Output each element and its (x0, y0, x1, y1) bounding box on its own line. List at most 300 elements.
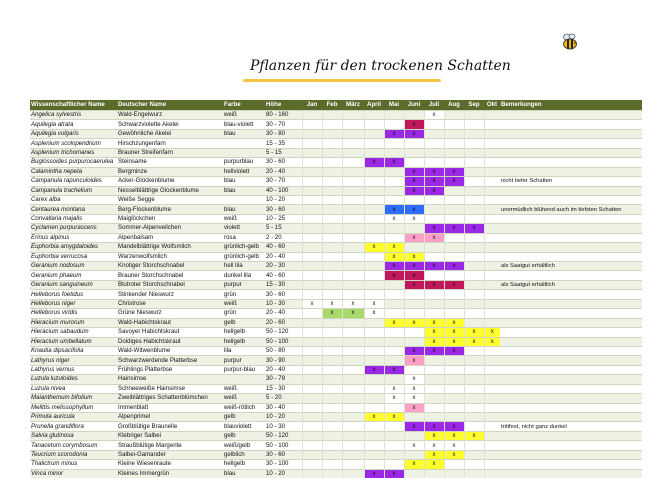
month-cell (484, 233, 500, 242)
height-cell: 10 - 30 (265, 422, 302, 431)
german-name-cell: Steinsame (117, 158, 223, 167)
month-cell (404, 243, 424, 252)
month-cell: x (384, 262, 404, 271)
month-cell (364, 224, 384, 233)
color-cell: hellgelb (223, 328, 265, 337)
month-cell (404, 299, 424, 308)
month-cell (342, 186, 364, 195)
german-name-cell: Hirschzungenfarn (117, 139, 223, 148)
month-cell (424, 148, 444, 157)
month-cell (342, 346, 364, 355)
color-cell: blauviolett (223, 422, 265, 431)
month-cell (364, 214, 384, 223)
scientific-name-cell: Hieracium murorum (30, 318, 117, 327)
month-cell (424, 375, 444, 384)
table-row (30, 318, 642, 327)
table-row (30, 384, 642, 393)
col-header: Mai (384, 100, 404, 111)
month-cell: x (404, 129, 424, 138)
month-cell (424, 205, 444, 214)
month-cell (302, 318, 322, 327)
month-cell (302, 328, 322, 337)
month-cell: x (444, 177, 464, 186)
note-cell (500, 318, 642, 327)
height-cell: 30 - 100 (265, 460, 302, 469)
month-cell (364, 384, 384, 393)
table-row (30, 195, 642, 204)
month-cell (464, 195, 484, 204)
month-cell (484, 356, 500, 365)
month-cell (342, 422, 364, 431)
height-cell: 30 - 90 (265, 356, 302, 365)
note-cell (500, 384, 642, 393)
month-cell (424, 469, 444, 478)
month-cell: x (404, 403, 424, 412)
height-cell: 10 - 20 (265, 469, 302, 478)
month-cell (404, 111, 424, 120)
month-cell: x (464, 328, 484, 337)
height-cell: 10 - 20 (265, 195, 302, 204)
color-cell: hellviolett (223, 167, 265, 176)
german-name-cell: Wald-Engelwurz (117, 111, 223, 120)
header-row (30, 100, 642, 111)
month-cell (302, 441, 322, 450)
color-cell: hellgelb (223, 337, 265, 346)
scientific-name-cell: Luzula luzuloides (30, 375, 117, 384)
month-cell (444, 299, 464, 308)
table-row (30, 460, 642, 469)
month-cell (302, 224, 322, 233)
month-cell (404, 148, 424, 157)
month-cell: x (404, 375, 424, 384)
month-cell (464, 148, 484, 157)
month-cell (322, 346, 342, 355)
color-cell: purpur-blau (223, 365, 265, 374)
month-cell (342, 337, 364, 346)
month-cell (464, 403, 484, 412)
month-cell (484, 384, 500, 393)
month-cell: x (444, 337, 464, 346)
height-cell: 2 - 20 (265, 233, 302, 242)
scientific-name-cell: Calamintha nepeta (30, 167, 117, 176)
month-cell (322, 252, 342, 261)
month-cell: x (404, 120, 424, 129)
month-cell (484, 346, 500, 355)
month-cell: x (484, 328, 500, 337)
note-cell: trittfest, nicht ganz dunkel (500, 422, 642, 431)
month-cell (302, 148, 322, 157)
german-name-cell: Kleine Wiesenraute (117, 460, 223, 469)
note-cell (500, 290, 642, 299)
month-cell: x (424, 233, 444, 242)
note-cell (500, 403, 642, 412)
note-cell (500, 337, 642, 346)
height-cell: 40 - 100 (265, 186, 302, 195)
month-cell (302, 422, 322, 431)
month-cell (302, 403, 322, 412)
german-name-cell: Wald-Habichtskraut (117, 318, 223, 327)
color-cell: weiß (223, 384, 265, 393)
note-cell (500, 186, 642, 195)
german-name-cell: Warzenwolfsmilch (117, 252, 223, 261)
color-cell: blau (223, 469, 265, 478)
table-row (30, 139, 642, 148)
scientific-name-cell: Convallaria majalis (30, 214, 117, 223)
german-name-cell: Christrose (117, 299, 223, 308)
table-row (30, 111, 642, 120)
col-header: März (342, 100, 364, 111)
month-cell (384, 224, 404, 233)
month-cell: x (384, 271, 404, 280)
month-cell (444, 271, 464, 280)
german-name-cell: Sommer-Alpenveilchen (117, 224, 223, 233)
color-cell: lila (223, 346, 265, 355)
month-cell (424, 356, 444, 365)
note-cell (500, 148, 642, 157)
month-cell (322, 262, 342, 271)
month-cell (342, 205, 364, 214)
scientific-name-cell: Helleborus foetidus (30, 290, 117, 299)
month-cell: x (342, 299, 364, 308)
month-cell (464, 460, 484, 469)
month-cell (302, 346, 322, 355)
month-cell (384, 403, 404, 412)
month-cell (364, 186, 384, 195)
note-cell (500, 375, 642, 384)
month-cell (384, 346, 404, 355)
month-cell: x (384, 158, 404, 167)
month-cell (384, 450, 404, 459)
month-cell: x (302, 299, 322, 308)
month-cell: x (404, 441, 424, 450)
month-cell (342, 195, 364, 204)
month-cell: x (424, 337, 444, 346)
month-cell (364, 252, 384, 261)
month-cell (444, 186, 464, 195)
month-cell: x (424, 111, 444, 120)
color-cell: weiß (223, 299, 265, 308)
month-cell: x (404, 186, 424, 195)
note-cell (500, 224, 642, 233)
month-cell (364, 394, 384, 403)
col-header: Juni (404, 100, 424, 111)
height-cell: 10 - 20 (265, 413, 302, 422)
color-cell: blau (223, 186, 265, 195)
month-cell (364, 262, 384, 271)
german-name-cell: Brauner Streifenfarn (117, 148, 223, 157)
month-cell (302, 375, 322, 384)
month-cell: x (404, 177, 424, 186)
col-header: Höhe (265, 100, 302, 111)
month-cell (364, 318, 384, 327)
bee-icon (560, 32, 580, 52)
note-cell: unermüdlich blühend auch im tiefsten Schatten (500, 205, 642, 214)
scientific-name-cell: Hieracium umbellatum (30, 337, 117, 346)
month-cell (364, 167, 384, 176)
month-cell (322, 413, 342, 422)
month-cell (484, 129, 500, 138)
month-cell: x (404, 252, 424, 261)
scientific-name-cell: Euphorbia verrucosa (30, 252, 117, 261)
month-cell (342, 148, 364, 157)
month-cell (464, 375, 484, 384)
month-cell (322, 158, 342, 167)
month-cell (322, 214, 342, 223)
month-cell (302, 469, 322, 478)
german-name-cell: Acker-Glockenblume (117, 177, 223, 186)
month-cell (384, 280, 404, 289)
german-name-cell: Schwarzwerdende Platterbse (117, 356, 223, 365)
month-cell (342, 177, 364, 186)
height-cell: 5 - 15 (265, 224, 302, 233)
color-cell: hell lila (223, 262, 265, 271)
month-cell (484, 441, 500, 450)
month-cell: x (364, 299, 384, 308)
color-cell: gelblich (223, 450, 265, 459)
note-cell (500, 167, 642, 176)
month-cell (322, 148, 342, 157)
height-cell: 5 - 20 (265, 394, 302, 403)
german-name-cell: Gewöhnliche Akelei (117, 129, 223, 138)
height-cell: 5 - 15 (265, 148, 302, 157)
month-cell (464, 158, 484, 167)
scientific-name-cell: Vinca minor (30, 469, 117, 478)
month-cell (322, 422, 342, 431)
table-row (30, 450, 642, 459)
col-header: Jan (302, 100, 322, 111)
col-header: Juli (424, 100, 444, 111)
note-cell (500, 139, 642, 148)
month-cell: x (384, 318, 404, 327)
month-cell (322, 356, 342, 365)
color-cell: dunkel lila (223, 271, 265, 280)
month-cell (444, 384, 464, 393)
month-cell (424, 290, 444, 299)
month-cell: x (384, 252, 404, 261)
month-cell: x (384, 394, 404, 403)
month-cell (424, 413, 444, 422)
month-cell (384, 148, 404, 157)
height-cell: 30 - 60 (265, 205, 302, 214)
height-cell: 80 - 160 (265, 111, 302, 120)
month-cell: x (464, 431, 484, 440)
note-cell (500, 394, 642, 403)
scientific-name-cell: Geranium phaeum (30, 271, 117, 280)
month-cell (302, 205, 322, 214)
month-cell (384, 167, 404, 176)
scientific-name-cell: Carex alba (30, 195, 117, 204)
month-cell: x (444, 450, 464, 459)
german-name-cell: Grüne Nieswurz (117, 309, 223, 318)
month-cell (384, 431, 404, 440)
month-cell (404, 469, 424, 478)
month-cell (444, 139, 464, 148)
month-cell (384, 111, 404, 120)
month-cell (302, 195, 322, 204)
note-cell (500, 309, 642, 318)
month-cell: x (424, 177, 444, 186)
month-cell (464, 177, 484, 186)
scientific-name-cell: Helleborus niger (30, 299, 117, 308)
month-cell (342, 111, 364, 120)
month-cell (444, 413, 464, 422)
month-cell (464, 346, 484, 355)
month-cell: x (424, 422, 444, 431)
col-header: Deutscher Name (117, 100, 223, 111)
scientific-name-cell: Teucrium scorodonia (30, 450, 117, 459)
month-cell (484, 271, 500, 280)
table-row (30, 431, 642, 440)
month-cell (302, 413, 322, 422)
month-cell (322, 139, 342, 148)
height-cell: 30 - 60 (265, 450, 302, 459)
month-cell (464, 120, 484, 129)
scientific-name-cell: Lathyrus vernus (30, 365, 117, 374)
note-cell (500, 129, 642, 138)
german-name-cell: Nesselblättrige Glockenblume (117, 186, 223, 195)
german-name-cell: Mandelblättrige Wolfsmilch (117, 243, 223, 252)
month-cell (444, 394, 464, 403)
month-cell: x (424, 262, 444, 271)
month-cell (364, 450, 384, 459)
month-cell (444, 148, 464, 157)
scientific-name-cell: Campanula trachelium (30, 186, 117, 195)
table-row (30, 233, 642, 242)
col-header: Sep (464, 100, 484, 111)
month-cell: x (404, 271, 424, 280)
month-cell (322, 469, 342, 478)
month-cell (464, 129, 484, 138)
plant-table (30, 100, 642, 478)
note-cell (500, 450, 642, 459)
height-cell: 40 - 60 (265, 243, 302, 252)
german-name-cell: Bergminze (117, 167, 223, 176)
height-cell: 30 - 70 (265, 177, 302, 186)
month-cell (342, 214, 364, 223)
month-cell: x (444, 262, 464, 271)
height-cell: 30 - 60 (265, 290, 302, 299)
month-cell (342, 431, 364, 440)
month-cell (364, 328, 384, 337)
german-name-cell: Knotiger Storchschnabel (117, 262, 223, 271)
month-cell (322, 186, 342, 195)
month-cell (484, 139, 500, 148)
month-cell (342, 167, 364, 176)
col-header: Wissenschaftlicher Name (30, 100, 117, 111)
month-cell (404, 337, 424, 346)
month-cell (342, 356, 364, 365)
note-cell (500, 413, 642, 422)
scientific-name-cell: Tanacetum corymbosum (30, 441, 117, 450)
german-name-cell: Klebriger Salbei (117, 431, 223, 440)
table-row (30, 299, 642, 308)
month-cell (404, 431, 424, 440)
month-cell (464, 318, 484, 327)
height-cell: 20 - 40 (265, 167, 302, 176)
month-cell (342, 224, 364, 233)
month-cell (384, 422, 404, 431)
note-cell (500, 365, 642, 374)
height-cell: 50 - 120 (265, 328, 302, 337)
color-cell: purpur (223, 356, 265, 365)
page-title: Pflanzen für den trockenen Schatten (250, 58, 511, 74)
month-cell (322, 394, 342, 403)
month-cell (364, 403, 384, 412)
month-cell (424, 365, 444, 374)
month-cell (302, 129, 322, 138)
scientific-name-cell: Luzula nivea (30, 384, 117, 393)
month-cell: x (464, 337, 484, 346)
month-cell (404, 158, 424, 167)
month-cell: x (404, 356, 424, 365)
month-cell: x (384, 243, 404, 252)
month-cell (364, 422, 384, 431)
month-cell: x (424, 346, 444, 355)
height-cell: 20 - 40 (265, 252, 302, 261)
month-cell (322, 450, 342, 459)
scientific-name-cell: Thalictrum minus (30, 460, 117, 469)
month-cell: x (464, 224, 484, 233)
month-cell (364, 139, 384, 148)
month-cell (464, 413, 484, 422)
color-cell: weiß (223, 214, 265, 223)
month-cell (342, 375, 364, 384)
scientific-name-cell: Geranium nodosum (30, 262, 117, 271)
table-row (30, 290, 642, 299)
month-cell (444, 365, 464, 374)
german-name-cell: Alpenbalsam (117, 233, 223, 242)
month-cell (444, 233, 464, 242)
month-cell: x (444, 318, 464, 327)
table-row (30, 262, 642, 271)
month-cell (424, 271, 444, 280)
month-cell: x (384, 469, 404, 478)
table-row (30, 309, 642, 318)
month-cell (464, 167, 484, 176)
scientific-name-cell: Angelica sylvestris (30, 111, 117, 120)
color-cell: rosa (223, 233, 265, 242)
month-cell (322, 431, 342, 440)
month-cell: x (364, 413, 384, 422)
height-cell: 15 - 35 (265, 139, 302, 148)
month-cell (424, 120, 444, 129)
month-cell (464, 214, 484, 223)
month-cell (302, 243, 322, 252)
month-cell (484, 177, 500, 186)
month-cell (322, 120, 342, 129)
month-cell: x (364, 243, 384, 252)
color-cell: weiß (223, 394, 265, 403)
month-cell (464, 271, 484, 280)
color-cell: gelb (223, 431, 265, 440)
month-cell (464, 280, 484, 289)
month-cell (424, 139, 444, 148)
height-cell: 50 - 100 (265, 337, 302, 346)
month-cell: x (444, 441, 464, 450)
month-cell (384, 195, 404, 204)
month-cell (464, 290, 484, 299)
month-cell: x (364, 309, 384, 318)
color-cell: grünlich-gelb (223, 252, 265, 261)
month-cell (464, 469, 484, 478)
color-cell: blau-violett (223, 120, 265, 129)
scientific-name-cell: Centaurea montana (30, 205, 117, 214)
col-header: Farbe (223, 100, 265, 111)
month-cell (444, 111, 464, 120)
month-cell: x (424, 280, 444, 289)
month-cell (464, 299, 484, 308)
month-cell (464, 252, 484, 261)
